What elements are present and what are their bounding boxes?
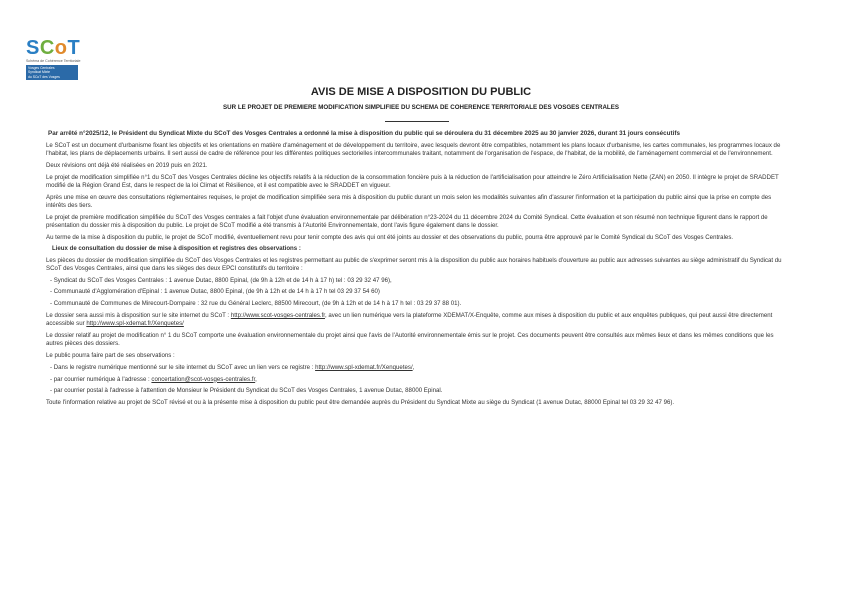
observation-item [46, 364, 782, 372]
text-span: Le dossier sera aussi mis à disposition sur le site internet du SCoT : [46, 311, 231, 319]
page-title: AVIS DE MISE A DISPOSITION DU PUBLIC [310, 86, 532, 98]
text-span: , avec un lien numérique vers la plateforme XDEMAT/X-Enquête, comme aux mises à disposition du public et aux enquêtes publiques, qui peut aussi être directement accessible sur [46, 311, 773, 328]
text-span: , [412, 363, 415, 371]
scot-website-link[interactable]: http://www.scot-vosges-centrales.fr [230, 311, 325, 319]
paragraph-observations-intro: Le public pourra faire part de ses observations : [46, 351, 175, 359]
paragraph-information: Toute l'information relative au projet de SCoT révisé et ou à la présente mise à disposition du public peut être demandée auprès du Président du Syndicat Mixte au siège du Syndicat (1 avenue Dutac, 88000 Epinal tel 03 29 32 47 96). [46, 399, 675, 407]
logo-box-line: du SCoT des Vosges [28, 74, 60, 79]
address-item: - Communauté de Communes de Mirecourt-Dompaire : 32 rue du Général Leclerc, 88500 Mirecourt, (de 9h à 12h et de 14 h à 17 h tel : 03 29 37 88 01). [50, 300, 462, 308]
paragraph-evaluation: Le projet de première modification simplifiée du SCoT des Vosges centrales a fait l'objet d'une évaluation environnementale par délibération n°23-2024 du 11 décembre 2024 du Comité Syndical. Cette évaluation et son résumé non technique figurent dans le rapport de présentation du dossier mis à disposition du public. Le projet de SCoT modifié a été transmis à l'Autorité Environnementale, dont l'avis figure également dans le dossier. [46, 213, 768, 229]
observation-item: - par courrier postal à l'adresse à l'attention de Monsieur le Président du Syndicat du SCoT des Vosges Centrales, 1 avenue Dutac, 88000 Epinal. [50, 387, 443, 395]
intro-paragraph: Par arrêté n°2025/12, le Président du Syndicat Mixte du SCoT des Vosges Centrales a ordonné la mise à disposition du public qui se déroulera du 31 décembre 2025 au 30 janvier 2026, durant 31 jours consécutifs [48, 130, 680, 137]
paragraph-consultations: Après une mise en œuvre des consultations réglementaires requises, le projet de modification simplifiée sera mis à disposition du public durant un mois selon les modalités suivantes afin d'assurer l'information et la participation du public ainsi que la prise en compte des intérêts des tiers. [46, 193, 772, 209]
paragraph-website [46, 312, 782, 328]
logo-box-line: Vosges Centrales [28, 66, 55, 70]
section-heading: Lieux de consultation du dossier de mise à disposition et registres des observations : [52, 245, 301, 253]
paragraph-approval: Au terme de la mise à disposition du public, le projet de SCoT modifié, éventuellement revu pour tenir compte des avis qui ont été joints au dossier et des observations du public, pourra être approuvé par le Comité Syndical du SCoT des Vosges Centrales. [46, 233, 734, 241]
notice-body [46, 130, 782, 411]
text-span: , [255, 375, 257, 383]
xdemat-link[interactable]: http://www.spl-xdemat.fr/Xenquetes/ [86, 320, 184, 328]
paragraph-revisions: Deux révisions ont déjà été réalisées en 2019 puis en 2021. [46, 161, 208, 169]
address-item: - Communauté d'Agglomération d'Epinal : 1 avenue Dutac, 8800 Epinal, (de 9h à 12h et de 14 h à 17 h tel 03 29 37 54 60) [50, 288, 380, 296]
paragraph-scot-definition: Le SCoT est un document d'urbanisme fixant les objectifs et les orientations en matière d'aménagement et de développement du territoire, avec lesquels devront être compatibles, notamment les plans locaux d'urbanisme, les cartes communales, les programmes locaux de l'habitat, les plans de déplacements urbains. Il sert aussi de cadre de référence pour les différentes politiques sectorielles intercommunales traitant, notamment de l'organisation de l'espace, de l'habitat, de la mobilité, de l'aménagement commercial et de l'environnement. [46, 141, 781, 157]
page-subtitle: SUR LE PROJET DE PREMIERE MODIFICATION SIMPLIFIEE DU SCHEMA DE COHERENCE TERRITORIALE DES VOSGES CENTRALES [223, 104, 619, 111]
address-item: - Syndicat du SCoT des Vosges Centrales : 1 avenue Dutac, 8800 Epinal, (de 9h à 12h et de 14 h à 17 h) tel : 03 29 32 47 96), [50, 276, 392, 284]
logo-letter-o: o [54, 37, 68, 59]
paragraph-project: Le projet de modification simplifiée n°1 du SCoT des Vosges Centrales décline les objectifs relatifs à la réduction de la consommation foncière puis à la réduction de l'artificialisation pour atteindre le Zéro Artificialisation Nette (ZAN) en 2050. Il intègre le projet de SRADDET modifié de la Région Grand Est, dans le respect de la loi Climat et Résilience, et il est compatible avec le SRADDET en vigueur. [46, 173, 779, 189]
email-link[interactable]: concertation@scot-vosges-centrales.fr [151, 375, 256, 383]
scot-logo [26, 38, 88, 88]
registry-link[interactable]: http://www.spl-xdemat.fr/Xenquetes/ [315, 363, 413, 371]
logo-letter-s: S [26, 37, 40, 59]
text-span: - Dans le registre numérique mentionné sur le site internet du SCoT avec un lien vers ce registre : [50, 363, 316, 371]
logo-tagline: Schéma de Cohérence Territoriale [26, 59, 81, 63]
logo-wordmark [26, 38, 88, 58]
logo-letter-c: C [39, 37, 55, 59]
title-divider [385, 121, 449, 122]
logo-box [26, 65, 78, 80]
logo-letter-t: T [67, 37, 81, 59]
text-span: - par courrier numérique à l'adresse : [50, 375, 152, 383]
paragraph-environmental: Le dossier relatif au projet de modification n° 1 du SCoT comporte une évaluation environnementale du projet ainsi que l'avis de l'Autorité environnementale émis sur le projet. Ces documents peuvent être consultés aux mêmes lieux et dans les mêmes conditions que les autres pièces des dossiers. [46, 331, 774, 348]
observation-item [46, 376, 782, 384]
logo-box-line: Syndicat Mixte [28, 70, 51, 75]
paragraph-documents: Les pièces du dossier de modification simplifiée du SCoT des Vosges Centrales et les registres permettant au public de s'exprimer seront mis à la disposition du public aux horaires habituels d'ouverture au public aux adresses suivantes au siège administratif du Syndicat du SCoT des Vosges Centrales, ainsi que dans les sièges des deux EPCI constitutifs du territoire : [46, 256, 782, 272]
